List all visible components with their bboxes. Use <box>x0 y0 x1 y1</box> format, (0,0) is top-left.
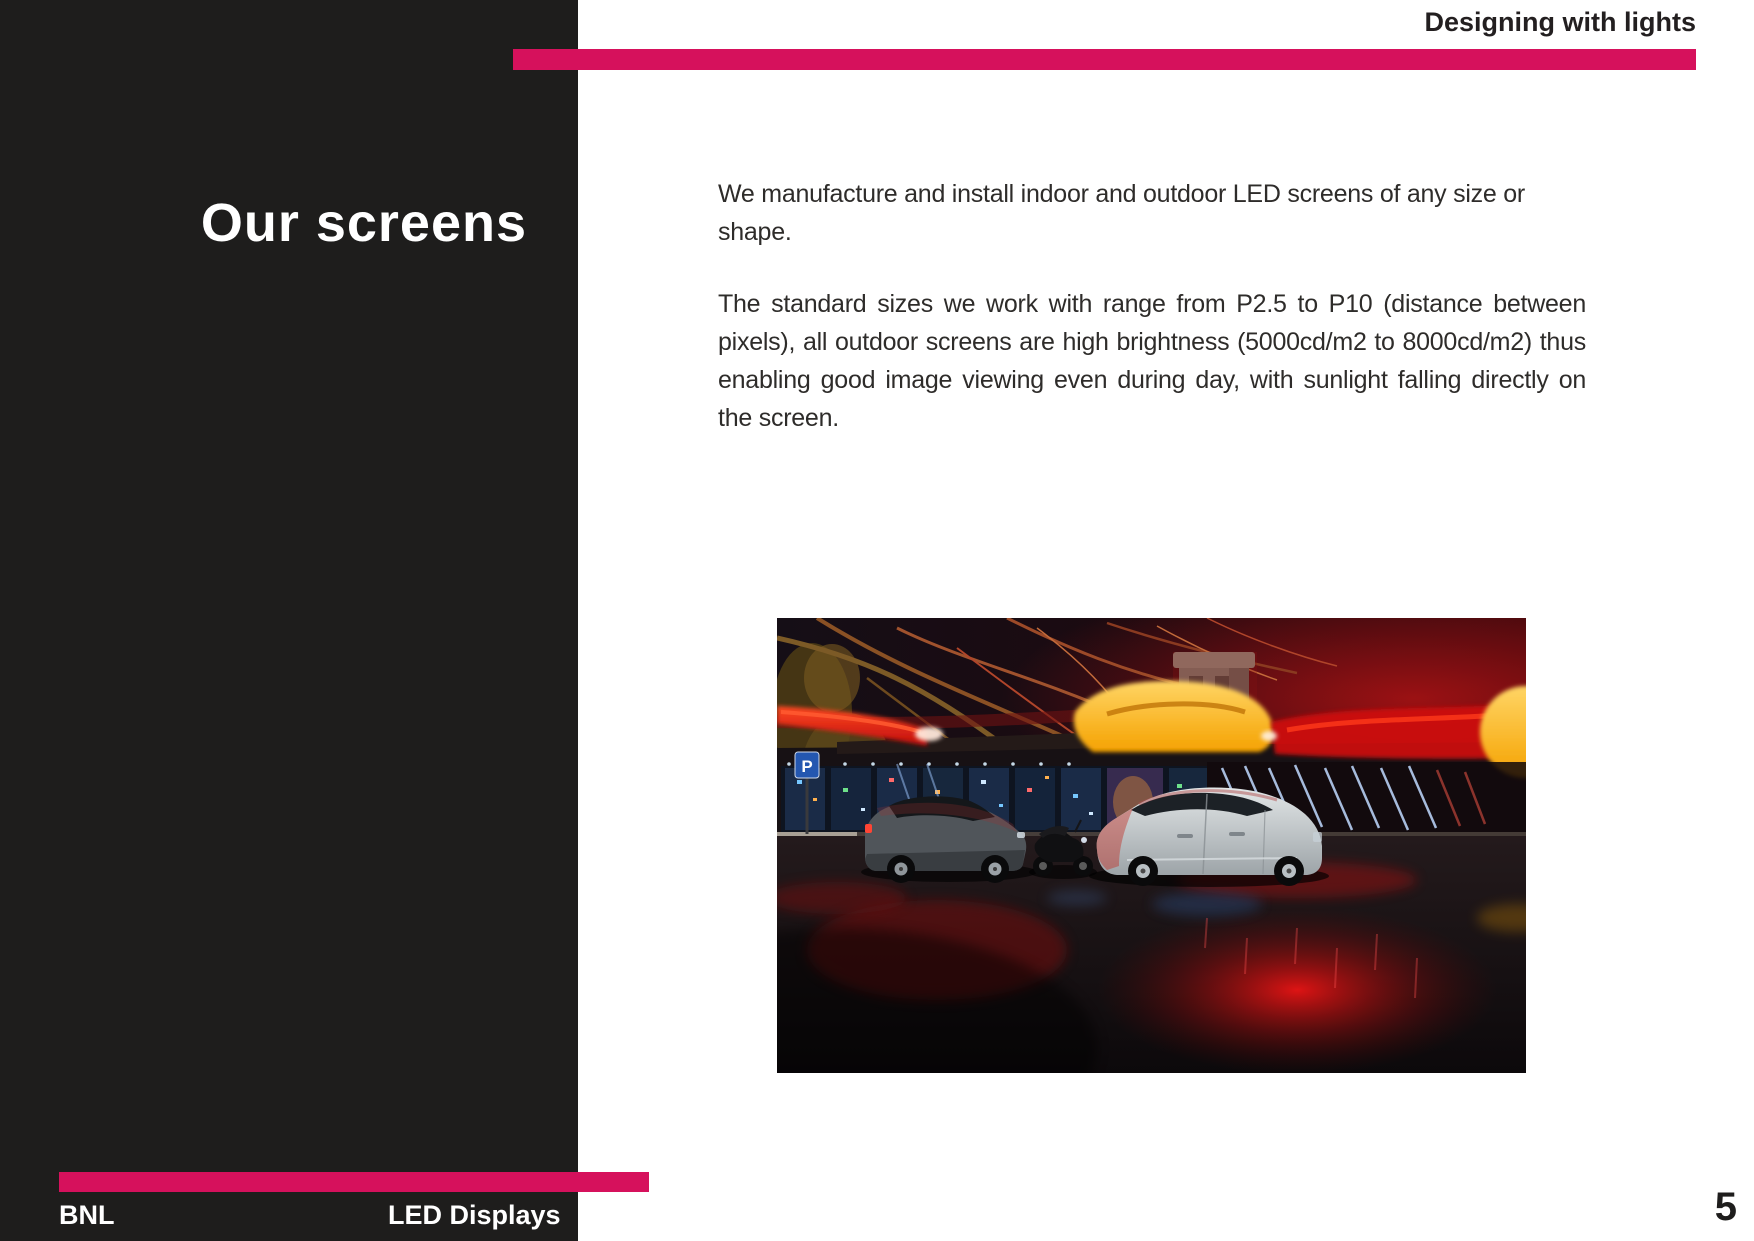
body-text <box>718 175 1586 437</box>
header-title: Designing with lights <box>1424 7 1696 37</box>
night-photo-svg <box>777 618 1526 1073</box>
product-label: LED Displays <box>388 1200 561 1230</box>
led-installation-photo <box>777 618 1526 1073</box>
bottom-accent-bar <box>59 1172 649 1192</box>
side-panel <box>0 0 578 1241</box>
page-number: 5 <box>1714 1185 1737 1229</box>
brand-label: BNL <box>59 1200 115 1230</box>
body-paragraph-2: The standard sizes we work with range from P2.5 to P10 (distance between pixels), all outdoor screens are high brightness (5000cd/m2 to 8000cd/m2) thus enabling good image viewing even during day, with sunlight falling directly on the screen. <box>718 290 1586 432</box>
body-paragraph-1: We manufacture and install indoor and outdoor LED screens of any size or shape. <box>718 180 1525 246</box>
page-title: Our screens <box>200 193 527 253</box>
svg-text:P: P <box>801 757 813 776</box>
top-accent-bar <box>513 49 1696 70</box>
